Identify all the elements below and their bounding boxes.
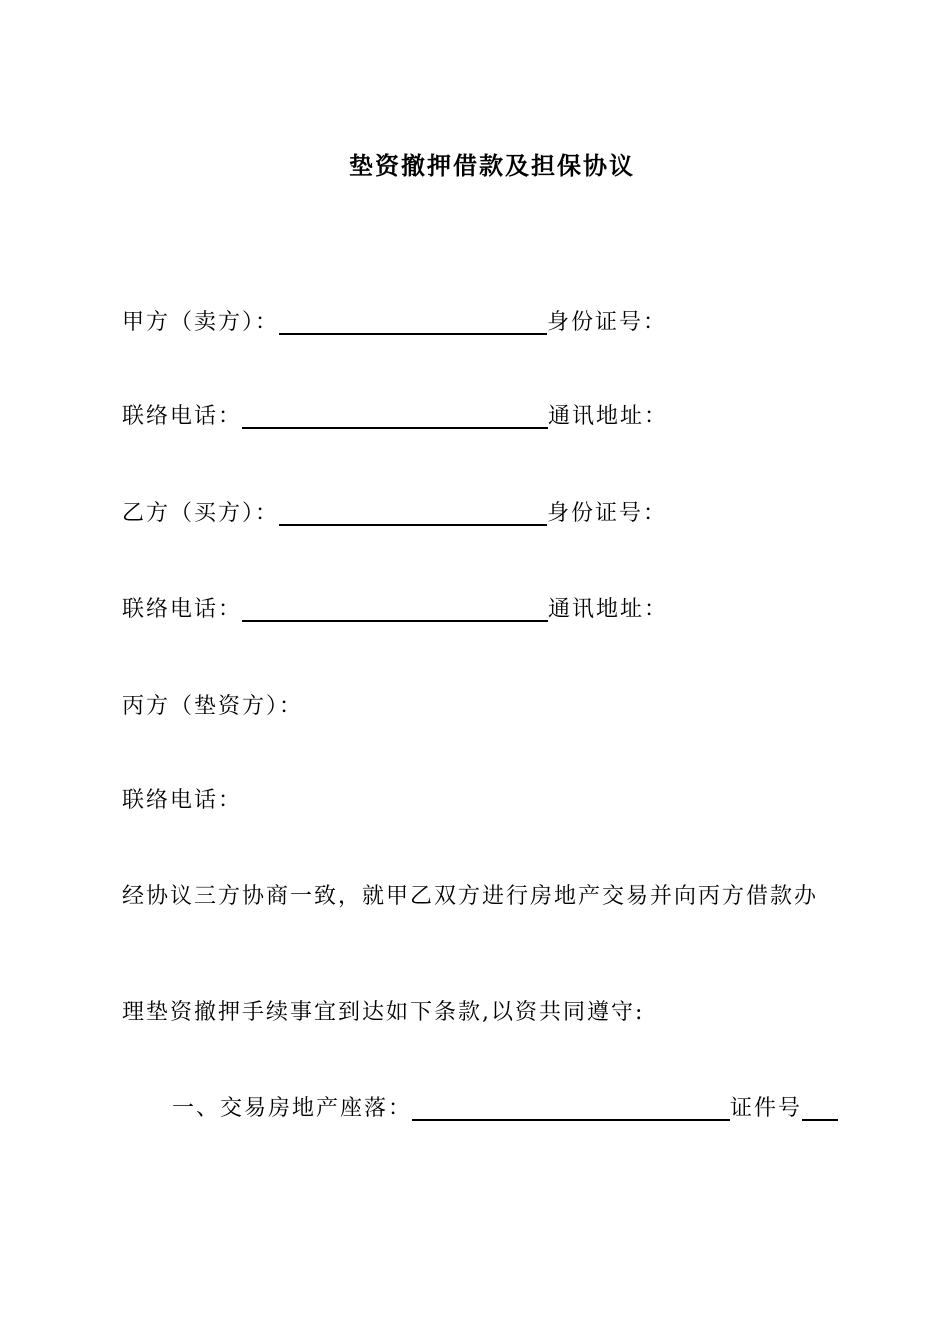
party-a-phone-blank[interactable]: [242, 403, 548, 429]
party-b-address-label: 通讯地址：: [548, 597, 669, 622]
party-c-phone-label: 联络电话：: [122, 788, 243, 813]
party-a-address-label: 通讯地址：: [548, 404, 669, 429]
party-b-phone-label: 联络电话：: [122, 597, 243, 622]
intro-line-2: [122, 998, 644, 1028]
party-a-contact-row: [122, 402, 668, 432]
party-a-name-blank[interactable]: [279, 309, 547, 335]
intro-text-2: 理垫资撤押手续事宜到达如下条款,以资共同遵守:: [122, 1000, 645, 1025]
property-location-blank[interactable]: [412, 1095, 730, 1121]
clause-1-label: 一、交易房地产座落：: [172, 1096, 413, 1121]
party-b-row: [122, 499, 667, 529]
certificate-number-blank[interactable]: [802, 1095, 838, 1121]
intro-line-1: [122, 882, 818, 912]
certificate-label: 证件号: [730, 1096, 803, 1121]
document-title: 垫资撤押借款及担保协议: [349, 151, 635, 180]
intro-text-1: 经协议三方协商一致，就甲乙双方进行房地产交易并向丙方借款办: [122, 884, 819, 909]
party-b-contact-row: [122, 595, 668, 625]
party-b-label: 乙方（买方）：: [122, 501, 280, 526]
party-c-label: 丙方（垫资方）：: [122, 694, 304, 719]
party-b-id-label: 身份证号：: [547, 501, 668, 526]
party-a-row: [122, 308, 667, 338]
party-b-phone-blank[interactable]: [242, 596, 548, 622]
clause-1-row: [172, 1094, 838, 1124]
party-a-phone-label: 联络电话：: [122, 404, 243, 429]
party-c-contact-row: [122, 786, 242, 816]
party-a-id-label: 身份证号：: [547, 310, 668, 335]
party-b-name-blank[interactable]: [279, 500, 547, 526]
party-a-label: 甲方（卖方）：: [122, 310, 280, 335]
party-c-row: [122, 692, 303, 722]
